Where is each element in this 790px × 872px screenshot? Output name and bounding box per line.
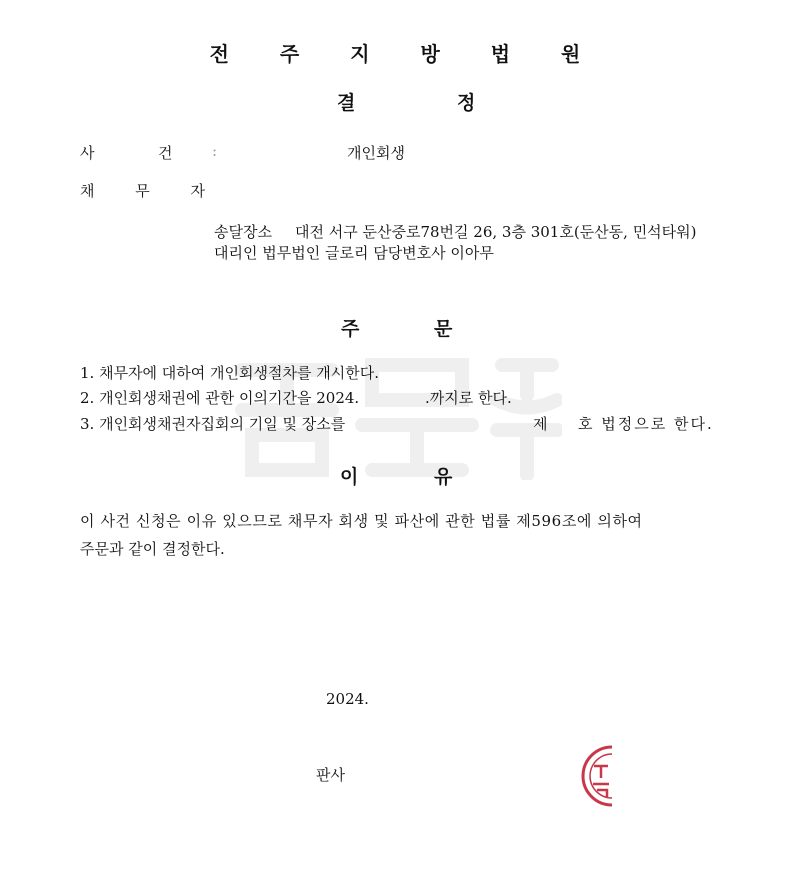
- case-label-2: 건: [158, 144, 173, 162]
- order-item-1: 1. 채무자에 대하여 개인회생절차를 개시한다.: [80, 364, 379, 382]
- case-type-value: 개인회생: [347, 144, 405, 162]
- case-label-1: 사: [80, 144, 95, 162]
- decision-heading-left: 결: [337, 92, 356, 114]
- decision-heading-right: 정: [457, 92, 476, 114]
- judge-label: 판사: [316, 766, 345, 784]
- order-heading-right: 문: [434, 318, 453, 340]
- court-title: 전 주 지 방 법 원: [209, 42, 603, 66]
- case-colon: :: [212, 142, 218, 160]
- reason-heading-left: 이: [340, 466, 359, 488]
- debtor-label: 채 무 자: [80, 182, 224, 200]
- order-item-2: 2. 개인회생채권에 관한 이의기간을 2024.: [80, 389, 360, 407]
- reason-heading-right: 유: [434, 466, 453, 488]
- decision-date: 2024.: [326, 690, 369, 708]
- court-watermark: [222, 340, 562, 480]
- order-item-3: 3. 개인회생채권자집회의 기일 및 장소를: [80, 415, 346, 433]
- service-address-label: 송달장소: [214, 223, 272, 241]
- judge-seal-stamp: [580, 744, 612, 808]
- service-address-value: 대전 서구 둔산중로78번길 26, 3층 301호(둔산동, 민석타워): [295, 223, 697, 241]
- order-item-3-tail: 호 법정으로 한다.: [578, 415, 714, 433]
- reason-line-2: 주문과 같이 결정한다.: [80, 540, 225, 558]
- order-heading-left: 주: [341, 318, 360, 340]
- representative-line: 대리인 법무법인 글로리 담당변호사 이아무: [214, 244, 494, 262]
- order-item-2-tail: .까지로 한다.: [425, 389, 512, 407]
- reason-line-1: 이 사건 신청은 이유 있으므로 채무자 회생 및 파산에 관한 법률 제596조에 의하여: [80, 512, 643, 530]
- order-item-3-courtroom: 제: [533, 415, 548, 433]
